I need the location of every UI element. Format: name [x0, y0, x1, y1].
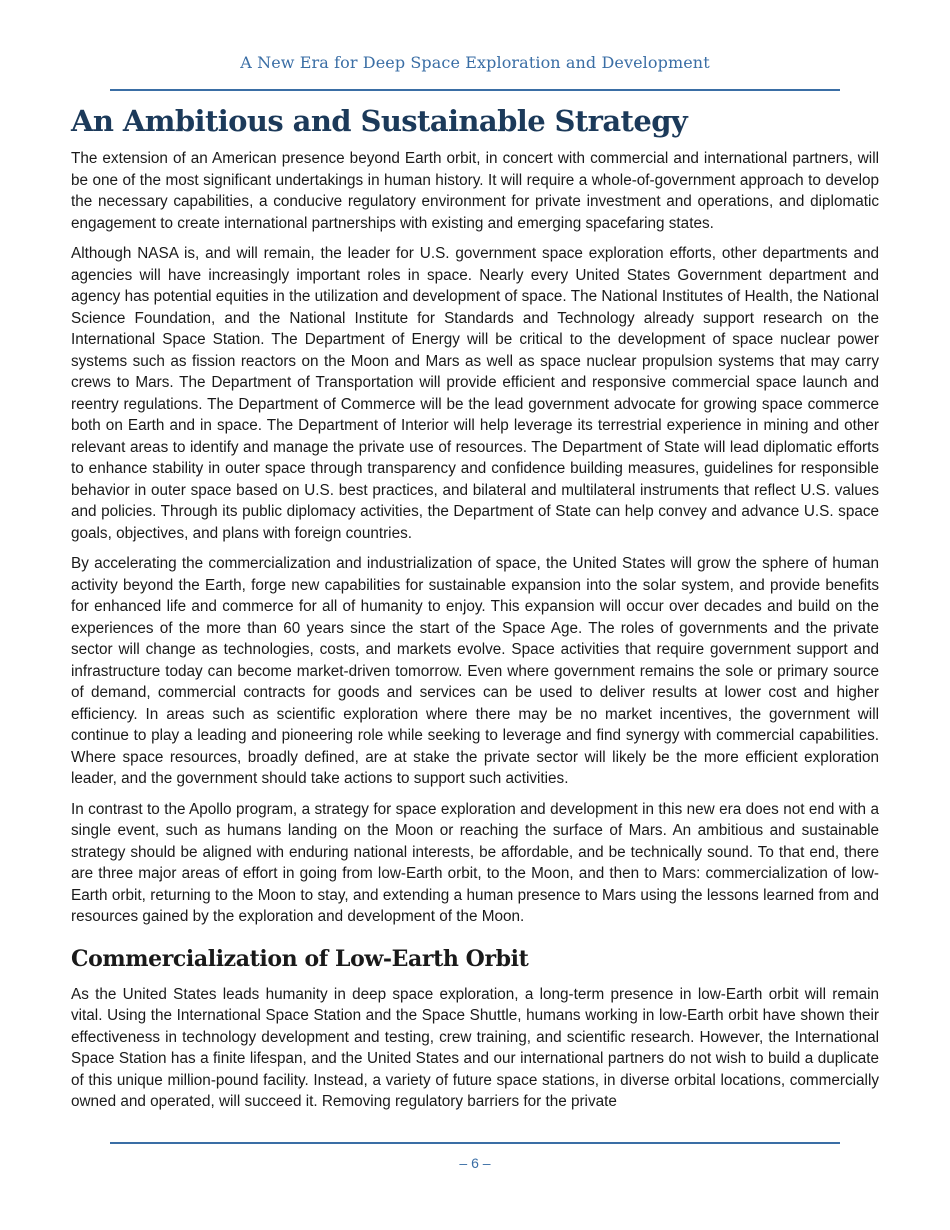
page-number: – 6 –	[459, 1155, 491, 1171]
section-title: An Ambitious and Sustainable Strategy	[71, 104, 688, 138]
body-paragraph: By accelerating the commercialization and industrialization of space, the United States will grow the sphere of human activity beyond the Earth, forge new capabilities for sustainable expansion into the solar system, and provide benefits for enhanced life and commerce for all of humanity to enjoy. This expansion will occur over decades and build on the experiences of the more than 60 years since the start of the Space Age. The roles of governments and the private sector will change as technologies, costs, and markets evolve. Space activities that require government support and infrastructure today can become market-driven tomorrow. Even where government remains the sole or primary source of demand, commercial contracts for goods and services can be used to deliver results at lower cost and higher efficiency. In areas such as scientific exploration where there may be no market incentives, the government will continue to play a leading and pioneering role while seeking to leverage and find synergy with commercial capabilities. Where space resources, broadly defined, are at stake the private sector will likely be the more efficient exploration leader, and the government should take actions to support such activities.	[71, 555, 879, 787]
running-header: A New Era for Deep Space Exploration and Development	[240, 53, 710, 72]
body-paragraph: In contrast to the Apollo program, a strategy for space exploration and development in this new era does not end with a single event, such as humans landing on the Moon or reaching the surface of Mars. An ambitious and sustainable strategy should be aligned with enduring national interests, be affordable, and be technically sound. To that end, there are three major areas of effort in going from low-Earth orbit, to the Moon, and then to Mars: commercialization of low-Earth orbit, returning to the Moon to stay, and extending a human presence to Mars using the lessons learned from and resources gained by the exploration and development of the Moon.	[71, 800, 879, 925]
footer-rule	[110, 1142, 840, 1144]
header-rule	[110, 89, 840, 91]
page-body	[71, 100, 879, 1122]
body-paragraph: The extension of an American presence beyond Earth orbit, in concert with commercial and international partners, will be one of the most significant undertakings in human history. It will require a whole-of-government approach to develop the necessary capabilities, a conducive regulatory environment for private investment and operations, and diplomatic engagement to create international partnerships with existing and emerging spacefaring states.	[71, 150, 879, 232]
subsection-title: Commercialization of Low-Earth Orbit	[71, 945, 529, 972]
body-paragraph: Although NASA is, and will remain, the leader for U.S. government space exploration efforts, other departments and agencies will have increasingly important roles in space. Nearly every United States Government department and agency has potential equities in the utilization and development of space. The National Institutes of Health, the National Science Foundation, and the National Institute for Standards and Technology already support research on the International Space Station. The Department of Energy will be critical to the development of space nuclear power systems such as fission reactors on the Moon and Mars as well as space nuclear propulsion systems that may carry crews to Mars. The Department of Transportation will provide efficient and responsive commercial space launch and reentry regulations. The Department of Commerce will be the lead government advocate for growing space commerce both on Earth and in space. The Department of Interior will help leverage its terrestrial experience in mining and other relevant areas to identify and manage the private use of resources. The Department of State will lead diplomatic efforts to enhance stability in outer space through transparency and confidence building measures, guidelines for responsible behavior in outer space based on U.S. best practices, and bilateral and multilateral instruments that reflect U.S. values and policies. Through its public diplomacy activities, the Department of State can help convey and advance U.S. space goals, objectives, and plans with foreign countries.	[71, 245, 879, 542]
body-paragraph: As the United States leads humanity in deep space exploration, a long-term presence in low-Earth orbit will remain vital. Using the International Space Station and the Space Shuttle, humans working in low-Earth orbit have shown their effectiveness in technology development and testing, crew training, and scientific research. However, the International Space Station has a finite lifespan, and the United States and our international partners do not wish to build a duplicate of this unique million-pound facility. Instead, a variety of future space stations, in diverse orbital locations, commercially owned and operated, will succeed it. Removing regulatory barriers for the private	[71, 985, 879, 1110]
